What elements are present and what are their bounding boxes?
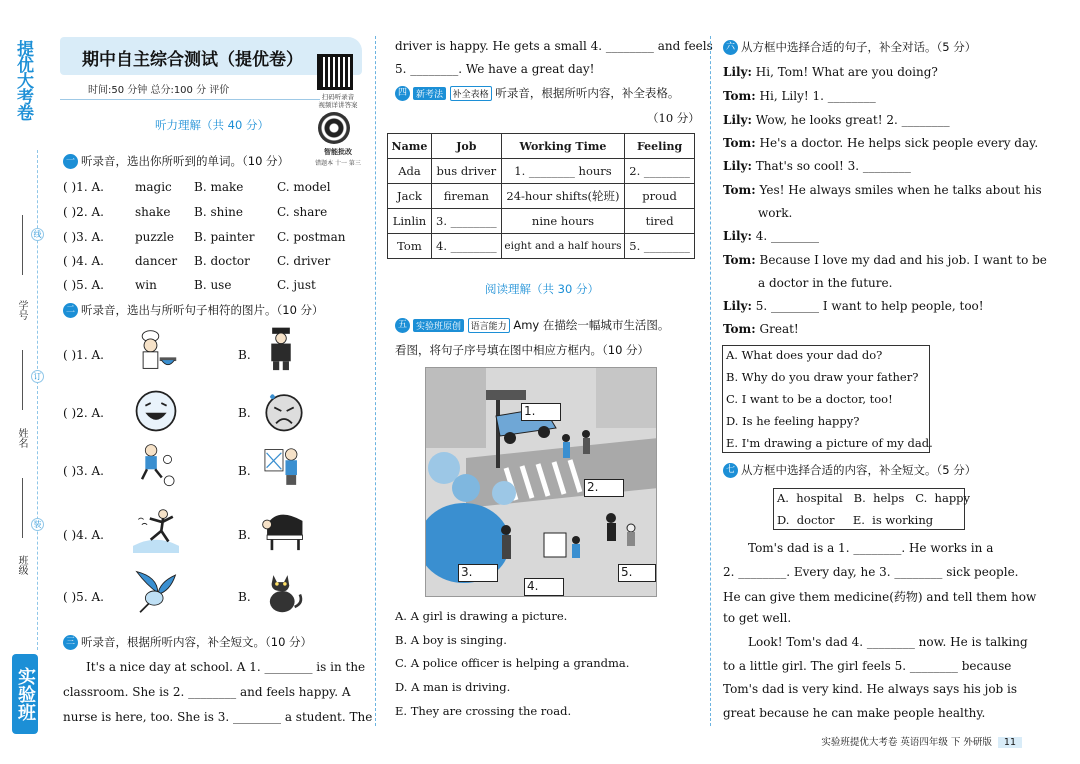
dialog-line — [723, 136, 1038, 150]
listening-section-title: 听力理解（共 40 分） — [155, 118, 269, 132]
answer-box[interactable]: 1. — [521, 403, 561, 421]
q5-option: D. A man is driving. — [395, 680, 511, 694]
q1-option-b: B. shine — [194, 205, 244, 219]
q7-passage-line: 2. ________. Every day, he 3. ________ sick people. — [723, 565, 1019, 579]
speaker: Lily: — [723, 65, 752, 79]
q1-item-num[interactable]: ( )2. A. — [63, 205, 104, 219]
cat-picture[interactable] — [258, 568, 310, 614]
speaker: Tom: — [723, 322, 756, 336]
q5-option: A. A girl is drawing a picture. — [395, 609, 568, 623]
q4-number: 四 — [395, 86, 410, 101]
q1-option-b: B. doctor — [194, 254, 250, 268]
table-cell[interactable]: 5. ________ — [625, 234, 695, 259]
q4-tag2: 补全表格 — [450, 86, 492, 101]
q3-passage-line: 5. ________. We have a great day! — [395, 62, 595, 76]
dialog-text: He's a doctor. He helps sick people every day. — [759, 136, 1039, 150]
q5-option: E. They are crossing the road. — [395, 704, 572, 718]
table-cell[interactable]: 4. ________ — [431, 234, 501, 259]
table-cell: bus driver — [431, 159, 501, 184]
dialog-text: 5. ________ I want to help people, too! — [755, 299, 984, 313]
q2-item-num[interactable]: ( )2. A. — [63, 406, 104, 420]
painter-picture[interactable] — [257, 443, 309, 489]
q1-option-a: magic — [135, 180, 172, 194]
binding-mark: 订 — [31, 370, 44, 383]
q4-score: （10 分） — [647, 111, 700, 125]
q7-passage-line: He can give them medicine(药物) and tell them how — [723, 590, 1037, 604]
dialog-text: Yes! He always smiles when he talks about his — [759, 183, 1042, 197]
table-row — [388, 184, 695, 209]
q7-passage-line: Look! Tom's dad 4. ________ now. He is talking — [748, 635, 1028, 649]
q1-option-b: B. use — [194, 278, 232, 292]
footer-text: 实验班提优大考卷 英语四年级 下 外研版 — [821, 737, 992, 748]
q1-number: 一 — [63, 154, 78, 169]
qr-code-icon[interactable] — [317, 54, 353, 90]
q2-item-num[interactable]: ( )4. A. — [63, 528, 104, 542]
boy-playing-football-picture[interactable] — [130, 443, 182, 489]
binding-line — [37, 150, 38, 650]
q1-item-num[interactable]: ( )1. A. — [63, 180, 104, 194]
dialog-line — [723, 322, 799, 336]
brand-logo-bottom: 实验班 — [12, 654, 38, 734]
smart-grading-subcaption: 错题本 十一 第三 — [315, 160, 361, 167]
q2-item-num[interactable]: ( )5. A. — [63, 590, 104, 604]
id-blank[interactable] — [22, 215, 23, 275]
q1-option-b: B. painter — [194, 230, 255, 244]
q2-option-b: B. — [238, 590, 251, 604]
dialog-text: Hi, Tom! What are you doing? — [755, 65, 938, 79]
page-number: 11 — [998, 737, 1022, 748]
speaker: Lily: — [723, 159, 752, 173]
q1-option-a: win — [135, 278, 157, 292]
q2-option-b: B. — [238, 464, 251, 478]
table-cell[interactable]: 2. ________ — [625, 159, 695, 184]
answer-box[interactable]: 3. — [458, 564, 498, 582]
table-cell: fireman — [431, 184, 501, 209]
table-cell: Tom — [388, 234, 432, 259]
smart-grading-icon[interactable] — [318, 112, 350, 144]
column-divider — [710, 36, 711, 726]
table-row — [388, 234, 695, 259]
q5-instruction: 看图，将句子序号填在图中相应方框内。（10 分） — [395, 343, 650, 357]
table-header: Working Time — [501, 134, 624, 159]
q1-option-a: dancer — [135, 254, 178, 268]
q4-title: 听录音，根据所听内容，补全表格。 — [495, 86, 680, 100]
q5-title: Amy 在描绘一幅城市生活图。 — [513, 318, 670, 332]
q1-option-c: C. model — [277, 180, 331, 194]
q5-option: B. A boy is singing. — [395, 633, 507, 647]
table-header: Job — [431, 134, 501, 159]
answer-box[interactable]: 2. — [584, 479, 624, 497]
speaker: Tom: — [723, 89, 756, 103]
q7-option-row: A. hospital B. helps C. happy — [777, 491, 971, 505]
table-cell: Linlin — [388, 209, 432, 234]
q1-option-a: puzzle — [135, 230, 174, 244]
dialog-line — [723, 89, 876, 103]
q7-number: 七 — [723, 463, 738, 478]
table-cell: eight and a half hours — [501, 234, 624, 259]
speaker: Tom: — [723, 136, 756, 150]
dialog-line — [723, 159, 911, 173]
speaker: Lily: — [723, 299, 752, 313]
q2-number: 二 — [63, 303, 78, 318]
table-cell: 24-hour shifts(轮班) — [501, 184, 624, 209]
dialog-line — [723, 253, 1047, 267]
q2-option-b: B. — [238, 528, 251, 542]
q1-option-c: C. just — [277, 278, 316, 292]
q2-option-b: B. — [238, 406, 251, 420]
table-cell[interactable]: 1. ________ hours — [501, 159, 624, 184]
q6-number: 六 — [723, 40, 738, 55]
table-cell: nine hours — [501, 209, 624, 234]
class-blank[interactable] — [22, 478, 23, 538]
dialog-line: a doctor in the future. — [758, 276, 893, 290]
q1-option-c: C. driver — [277, 254, 331, 268]
table-header: Name — [388, 134, 432, 159]
answer-box[interactable]: 4. — [524, 578, 564, 596]
table-header-row — [388, 134, 695, 159]
laughing-face-picture[interactable] — [130, 388, 182, 434]
q2-option-b: B. — [238, 348, 251, 362]
dialog-text: Wow, he looks great! 2. ________ — [755, 113, 950, 127]
dialog-line — [723, 65, 938, 79]
answer-box[interactable]: 5. — [618, 564, 656, 582]
q7-option-row: D. doctor E. is working — [777, 513, 934, 527]
q3-title: 听录音，根据所听内容，补全短文。（10 分） — [81, 635, 313, 649]
table-row — [388, 209, 695, 234]
q1-option-c: C. share — [277, 205, 328, 219]
q1-heading — [63, 153, 289, 169]
q3-passage-line: nurse is here, too. She is 3. ________ a student. The — [63, 710, 373, 724]
q3-passage-line: It's a nice day at school. A 1. ________ is in the — [86, 660, 366, 674]
q7-heading — [723, 462, 976, 478]
q2-title: 听录音，选出与所听句子相符的图片。（10 分） — [81, 303, 324, 317]
dialog-text: That's so cool! 3. ________ — [755, 159, 911, 173]
q5-heading — [395, 317, 669, 333]
column-divider — [375, 36, 376, 726]
q7-passage-line: Tom's dad is very kind. He always says his job is — [723, 682, 1018, 696]
q5-tag: 实验班原创 — [413, 319, 464, 332]
speaker: Tom: — [723, 253, 756, 267]
q1-option-a: shake — [135, 205, 171, 219]
dialog-text: Great! — [759, 322, 799, 336]
binding-mark: 装 — [31, 518, 44, 531]
binding-mark: 线 — [31, 228, 44, 241]
q4-tag: 新考法 — [413, 87, 446, 100]
exam-title: 期中自主综合测试（提优卷） — [82, 50, 303, 70]
sad-face-picture[interactable] — [258, 388, 310, 434]
q7-passage-line: to get well. — [723, 611, 792, 625]
q1-item-num[interactable]: ( )4. A. — [63, 254, 104, 268]
q2-item-num[interactable]: ( )1. A. — [63, 348, 104, 362]
q6-heading — [723, 39, 976, 55]
smart-grading-caption: 智能批改 — [324, 148, 352, 156]
dialog-line — [723, 299, 984, 313]
q1-item-num[interactable]: ( )3. A. — [63, 230, 104, 244]
table-cell: tired — [625, 209, 695, 234]
table-cell: Jack — [388, 184, 432, 209]
q6-option: B. Why do you draw your father? — [726, 370, 919, 384]
q4-table — [387, 133, 695, 259]
binding-strip — [0, 0, 50, 764]
table-header: Feeling — [625, 134, 695, 159]
q5-option: C. A police officer is helping a grandma. — [395, 656, 630, 670]
brand-logo-top: 提优大考卷 — [13, 40, 33, 120]
bird-picture[interactable] — [130, 568, 182, 614]
q5-number: 五 — [395, 318, 410, 333]
dialog-line — [723, 113, 950, 127]
q4-heading — [395, 85, 679, 101]
qr-caption: 扫码听录音 视频详讲答案 — [318, 93, 358, 109]
q6-option: D. Is he feeling happy? — [726, 414, 860, 428]
q1-option-b: B. make — [194, 180, 244, 194]
dialog-line — [723, 183, 1042, 197]
q2-item-num[interactable]: ( )3. A. — [63, 464, 104, 478]
q5-tag2: 语言能力 — [468, 318, 510, 333]
speaker: Lily: — [723, 229, 752, 243]
exam-meta: 时间:50 分钟 总分:100 分 评价 — [88, 85, 230, 96]
q3-number: 三 — [63, 635, 78, 650]
q7-title: 从方框中选择合适的内容，补全短文。（5 分） — [741, 463, 977, 477]
name-label: 姓名 — [16, 428, 27, 448]
q6-title: 从方框中选择合适的句子，补全对话。（5 分） — [741, 40, 977, 54]
girl-dancing-picture[interactable] — [130, 507, 182, 553]
dialog-text: Hi, Lily! 1. ________ — [759, 89, 876, 103]
q3-heading — [63, 634, 312, 650]
q7-passage-line: to a little girl. The girl feels 5. ________ because — [723, 659, 1012, 673]
table-cell[interactable]: 3. ________ — [431, 209, 501, 234]
speaker: Tom: — [723, 183, 756, 197]
q7-passage-line: great because he can make people healthy. — [723, 706, 986, 720]
q7-passage-line: Tom's dad is a 1. ________. He works in a — [748, 541, 994, 555]
table-row — [388, 159, 695, 184]
q3-passage-line: driver is happy. He gets a small 4. ________ and feels — [395, 39, 713, 53]
dialog-line — [723, 229, 819, 243]
dialog-line: work. — [758, 206, 793, 220]
q6-option: C. I want to be a doctor, too! — [726, 392, 893, 406]
piano-player-picture[interactable] — [257, 505, 309, 551]
q3-passage-line: classroom. She is 2. ________ and feels happy. A — [63, 685, 351, 699]
speaker: Lily: — [723, 113, 752, 127]
dialog-text: 4. ________ — [755, 229, 820, 243]
city-scene-picture — [425, 367, 657, 597]
q1-option-c: C. postman — [277, 230, 346, 244]
reading-section-title: 阅读理解（共 30 分） — [485, 282, 599, 296]
name-blank[interactable] — [22, 350, 23, 410]
q6-option: A. What does your dad do? — [726, 348, 883, 362]
id-label: 学号 — [16, 300, 27, 320]
table-cell: proud — [625, 184, 695, 209]
q6-option: E. I'm drawing a picture of my dad. — [726, 436, 933, 450]
q1-item-num[interactable]: ( )5. A. — [63, 278, 104, 292]
q2-heading — [63, 302, 324, 318]
police-officer-picture[interactable] — [255, 325, 307, 371]
page-footer — [821, 734, 1022, 748]
chef-cooking-picture[interactable] — [130, 327, 182, 373]
dialog-text: Because I love my dad and his job. I want to be — [759, 253, 1047, 267]
divider — [60, 99, 320, 100]
table-cell: Ada — [388, 159, 432, 184]
class-label: 班级 — [16, 555, 27, 575]
q1-title: 听录音，选出你所听到的单词。（10 分） — [81, 154, 290, 168]
